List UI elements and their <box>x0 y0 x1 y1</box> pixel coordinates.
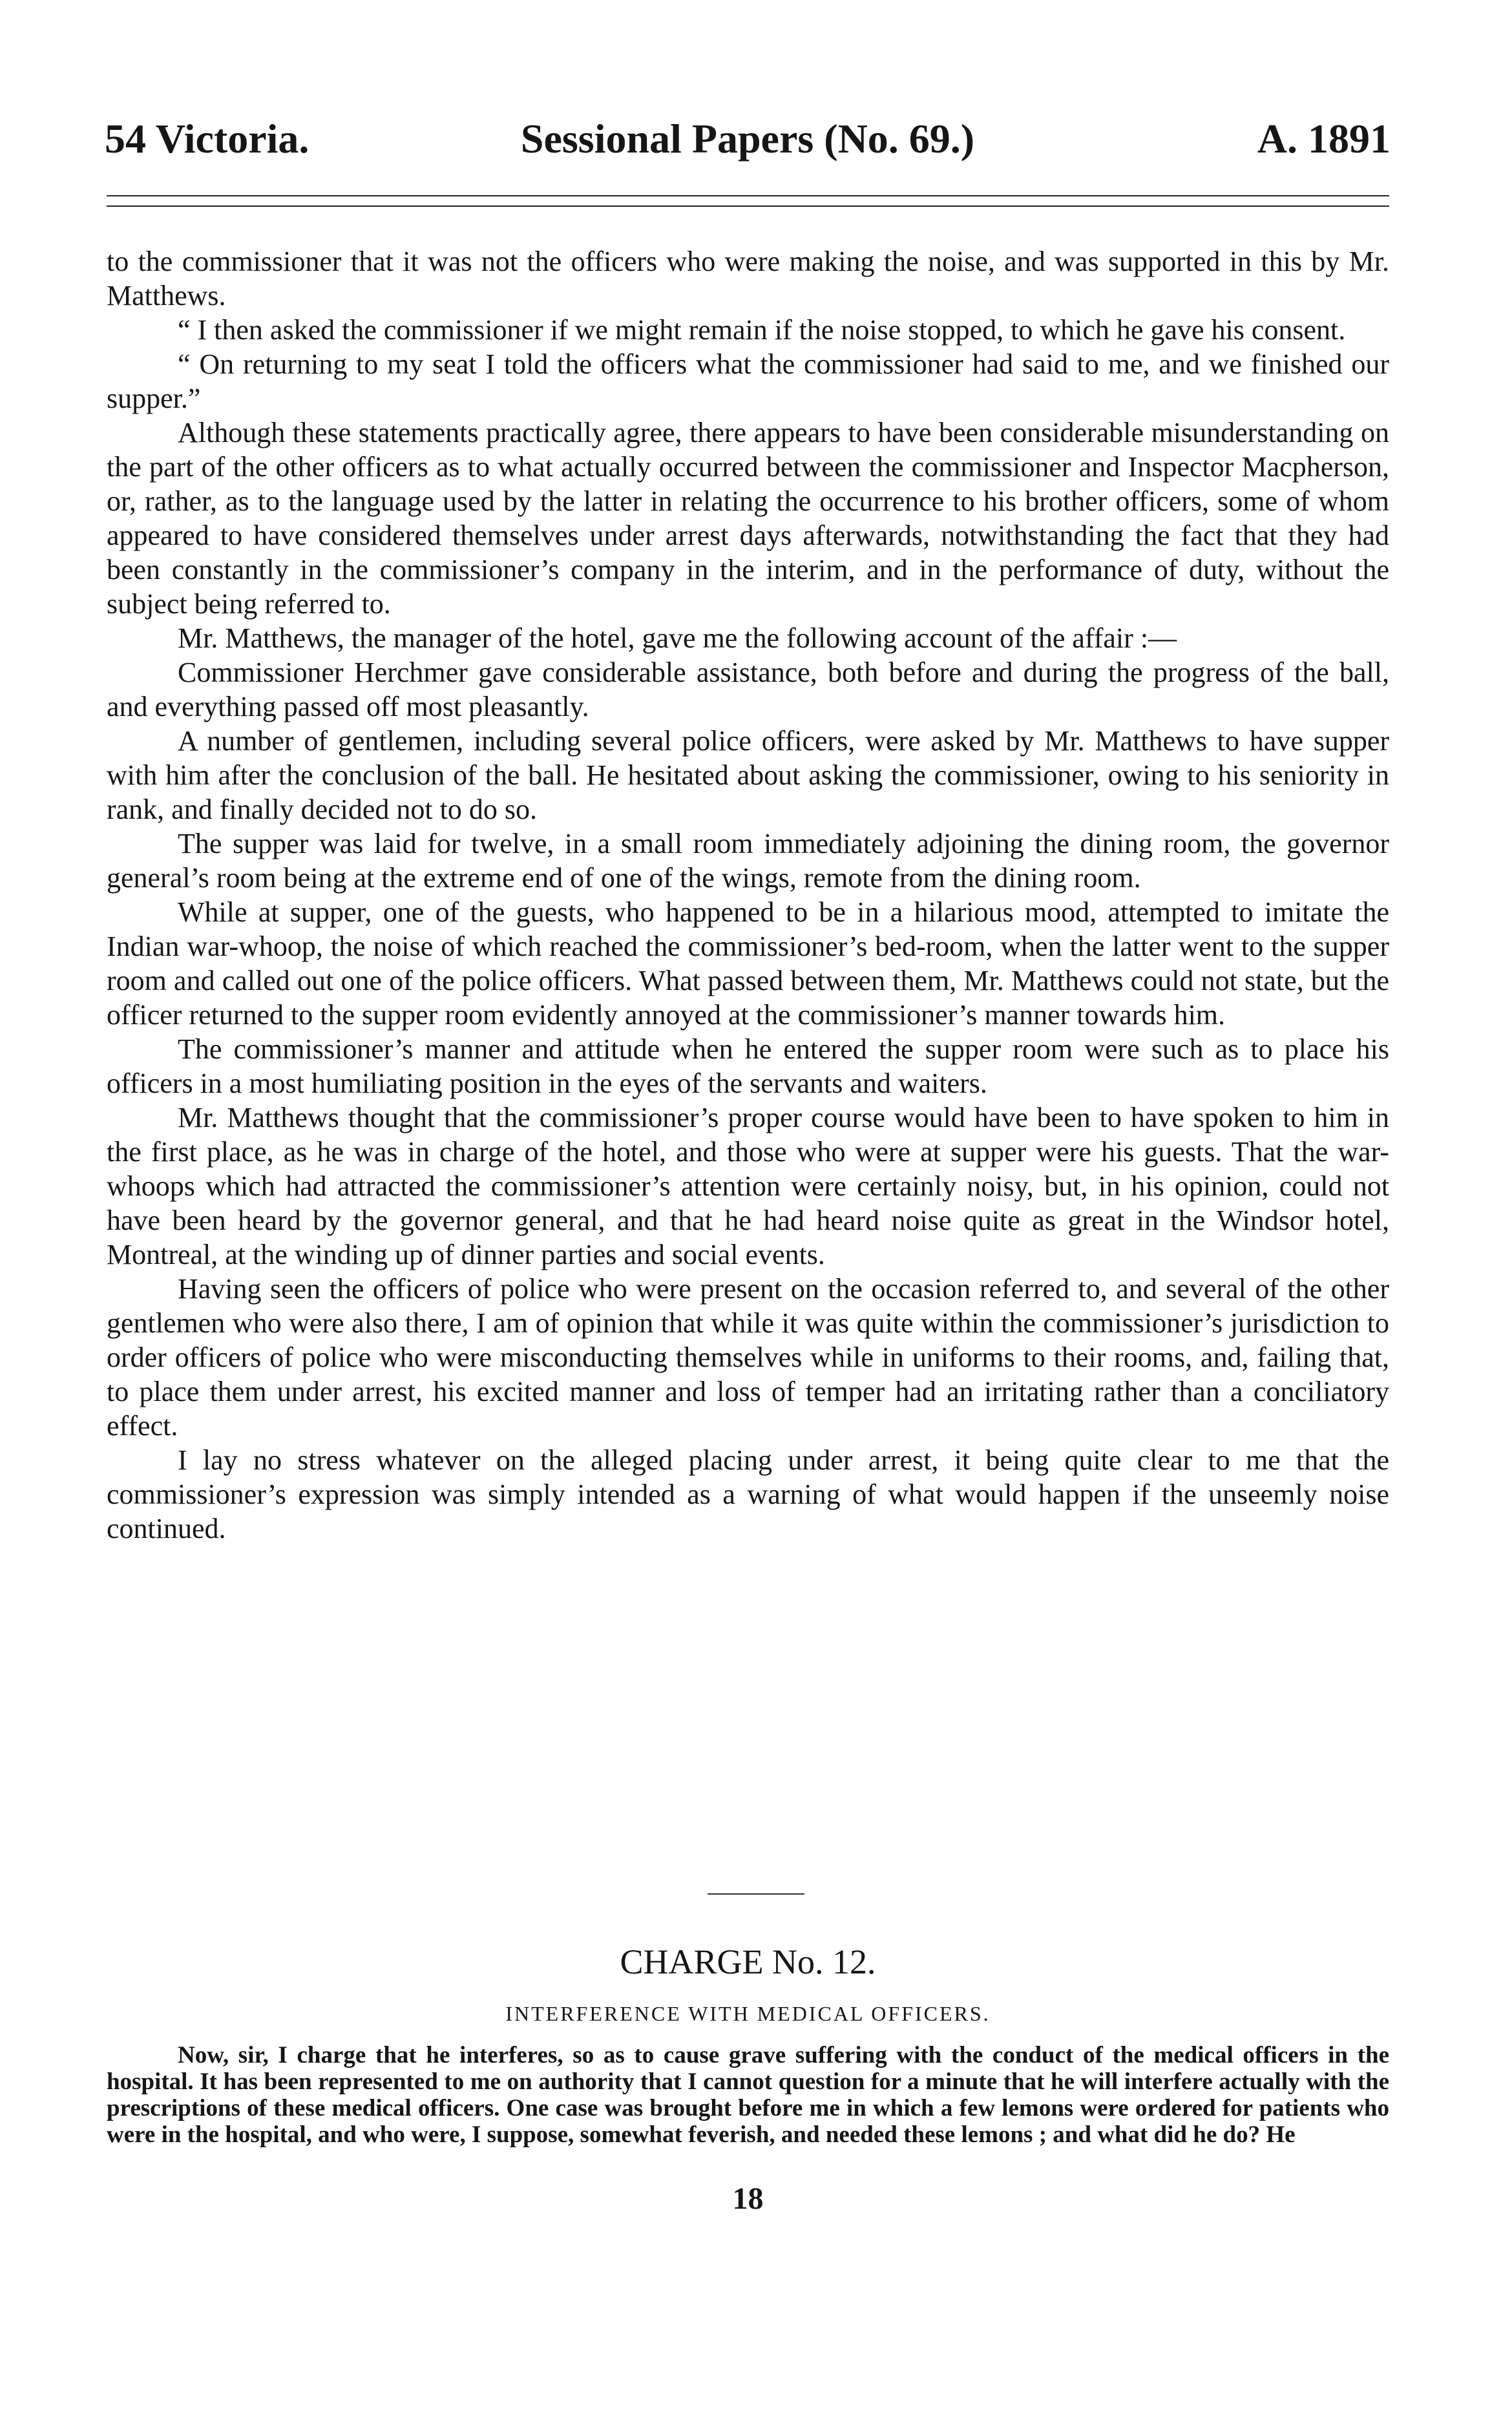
report-body <box>107 244 1389 1546</box>
page-number: 18 <box>732 2182 764 2216</box>
paragraph: A number of gentlemen, including several police officers, were asked by Mr. Matthews to have supper with him after the conclusion of the ball. He hesitated about asking the commissioner, owing to his seniority in rank, and finally decided not to do so. <box>107 725 1389 825</box>
paragraph: Commissioner Herchmer gave considerable assistance, both before and during the progress of the ball, and everything passed off most pleasantly. <box>107 657 1389 722</box>
paragraph: Mr. Matthews thought that the commissioner’s proper course would have been to have spoken to him in the first place, as he was in charge of the hotel, and those who were at supper were his guests. That the war-whoops which had attracted the commissioner’s attention were certainly noisy, but, in his opinion, could not have been heard by the governor general, and that he had heard noise quite as great in the Windsor hotel, Montreal, at the winding up of dinner parties and social events. <box>107 1102 1389 1270</box>
paragraph-continuation: to the commissioner that it was not the officers who were making the noise, and was supported in this by Mr. Matthews. <box>107 246 1389 311</box>
running-header <box>105 115 1391 173</box>
header-rule-bottom <box>107 205 1389 207</box>
header-rule-top <box>107 195 1389 196</box>
header-volume: 54 Victoria. <box>105 116 310 162</box>
paragraph: “ On returning to my seat I told the officers what the commissioner had said to me, and we finished our supper.” <box>107 348 1389 414</box>
speech-excerpt <box>107 2042 1389 2148</box>
speech-paragraph: Now, sir, I charge that he interferes, so as to cause grave suffering with the conduct of the medical officers in the hospital. It has been represented to me on authority that I cannot question for a minute that he will interfere actually with the prescriptions of these medical officers. One case was brought before me in which a few lemons were ordered for patients who were in the hospital, and who were, I suppose, somewhat feverish, and needed these lemons ; and what did he do? He <box>107 2042 1389 2148</box>
paragraph: The supper was laid for twelve, in a small room immediately adjoining the dining room, the governor general’s room being at the extreme end of one of the wings, remote from the dining room. <box>107 828 1389 894</box>
charge-subheading: INTERFERENCE WITH MEDICAL OFFICERS. <box>505 2002 991 2025</box>
paragraph: The commissioner’s manner and attitude when he entered the supper room were such as to place his officers in a most humiliating position in the eyes of the servants and waiters. <box>107 1033 1389 1099</box>
paragraph: Mr. Matthews, the manager of the hotel, gave me the following account of the affair :— <box>178 622 1177 654</box>
paragraph: Although these statements practically agree, there appears to have been considerable misunderstanding on the part of the other officers as to what actually occurred between the commissioner and Inspector Macpherson, or, rather, as to the language used by the latter in relating the occurrence to his brother officers, some of whom appeared to have considered themselves under arrest days afterwards, notwithstanding the fact that they had been constantly in the commissioner’s company in the interim, and in the performance of duty, without the subject being referred to. <box>107 417 1389 620</box>
charge-heading: CHARGE No. 12. <box>620 1942 876 1981</box>
header-title: Sessional Papers (No. 69.) <box>520 116 975 162</box>
paragraph: “ I then asked the commissioner if we might remain if the noise stopped, to which he gave his consent. <box>178 314 1346 346</box>
paragraph: While at supper, one of the guests, who happened to be in a hilarious mood, attempted to imitate the Indian war-whoop, the noise of which reached the commissioner’s bed-room, when the latter went to the supper room and called out one of the police officers. What passed between them, Mr. Matthews could not state, but the officer returned to the supper room evidently annoyed at the commissioner’s manner towards him. <box>107 896 1389 1031</box>
header-year: A. 1891 <box>1257 116 1391 162</box>
paragraph: I lay no stress whatever on the alleged placing under arrest, it being quite clear to me that the commissioner’s expression was simply intended as a warning of what would happen if the unseemly noise continued. <box>107 1444 1389 1544</box>
paragraph: Having seen the officers of police who were present on the occasion referred to, and several of the other gentlemen who were also there, I am of opinion that while it was quite within the commissioner’s jurisdiction to order officers of police who were misconducting themselves while in uniforms to their rooms, and, failing that, to place them under arrest, his excited manner and loss of temper had an irritating rather than a conciliatory effect. <box>107 1273 1389 1442</box>
section-divider <box>708 1893 804 1895</box>
